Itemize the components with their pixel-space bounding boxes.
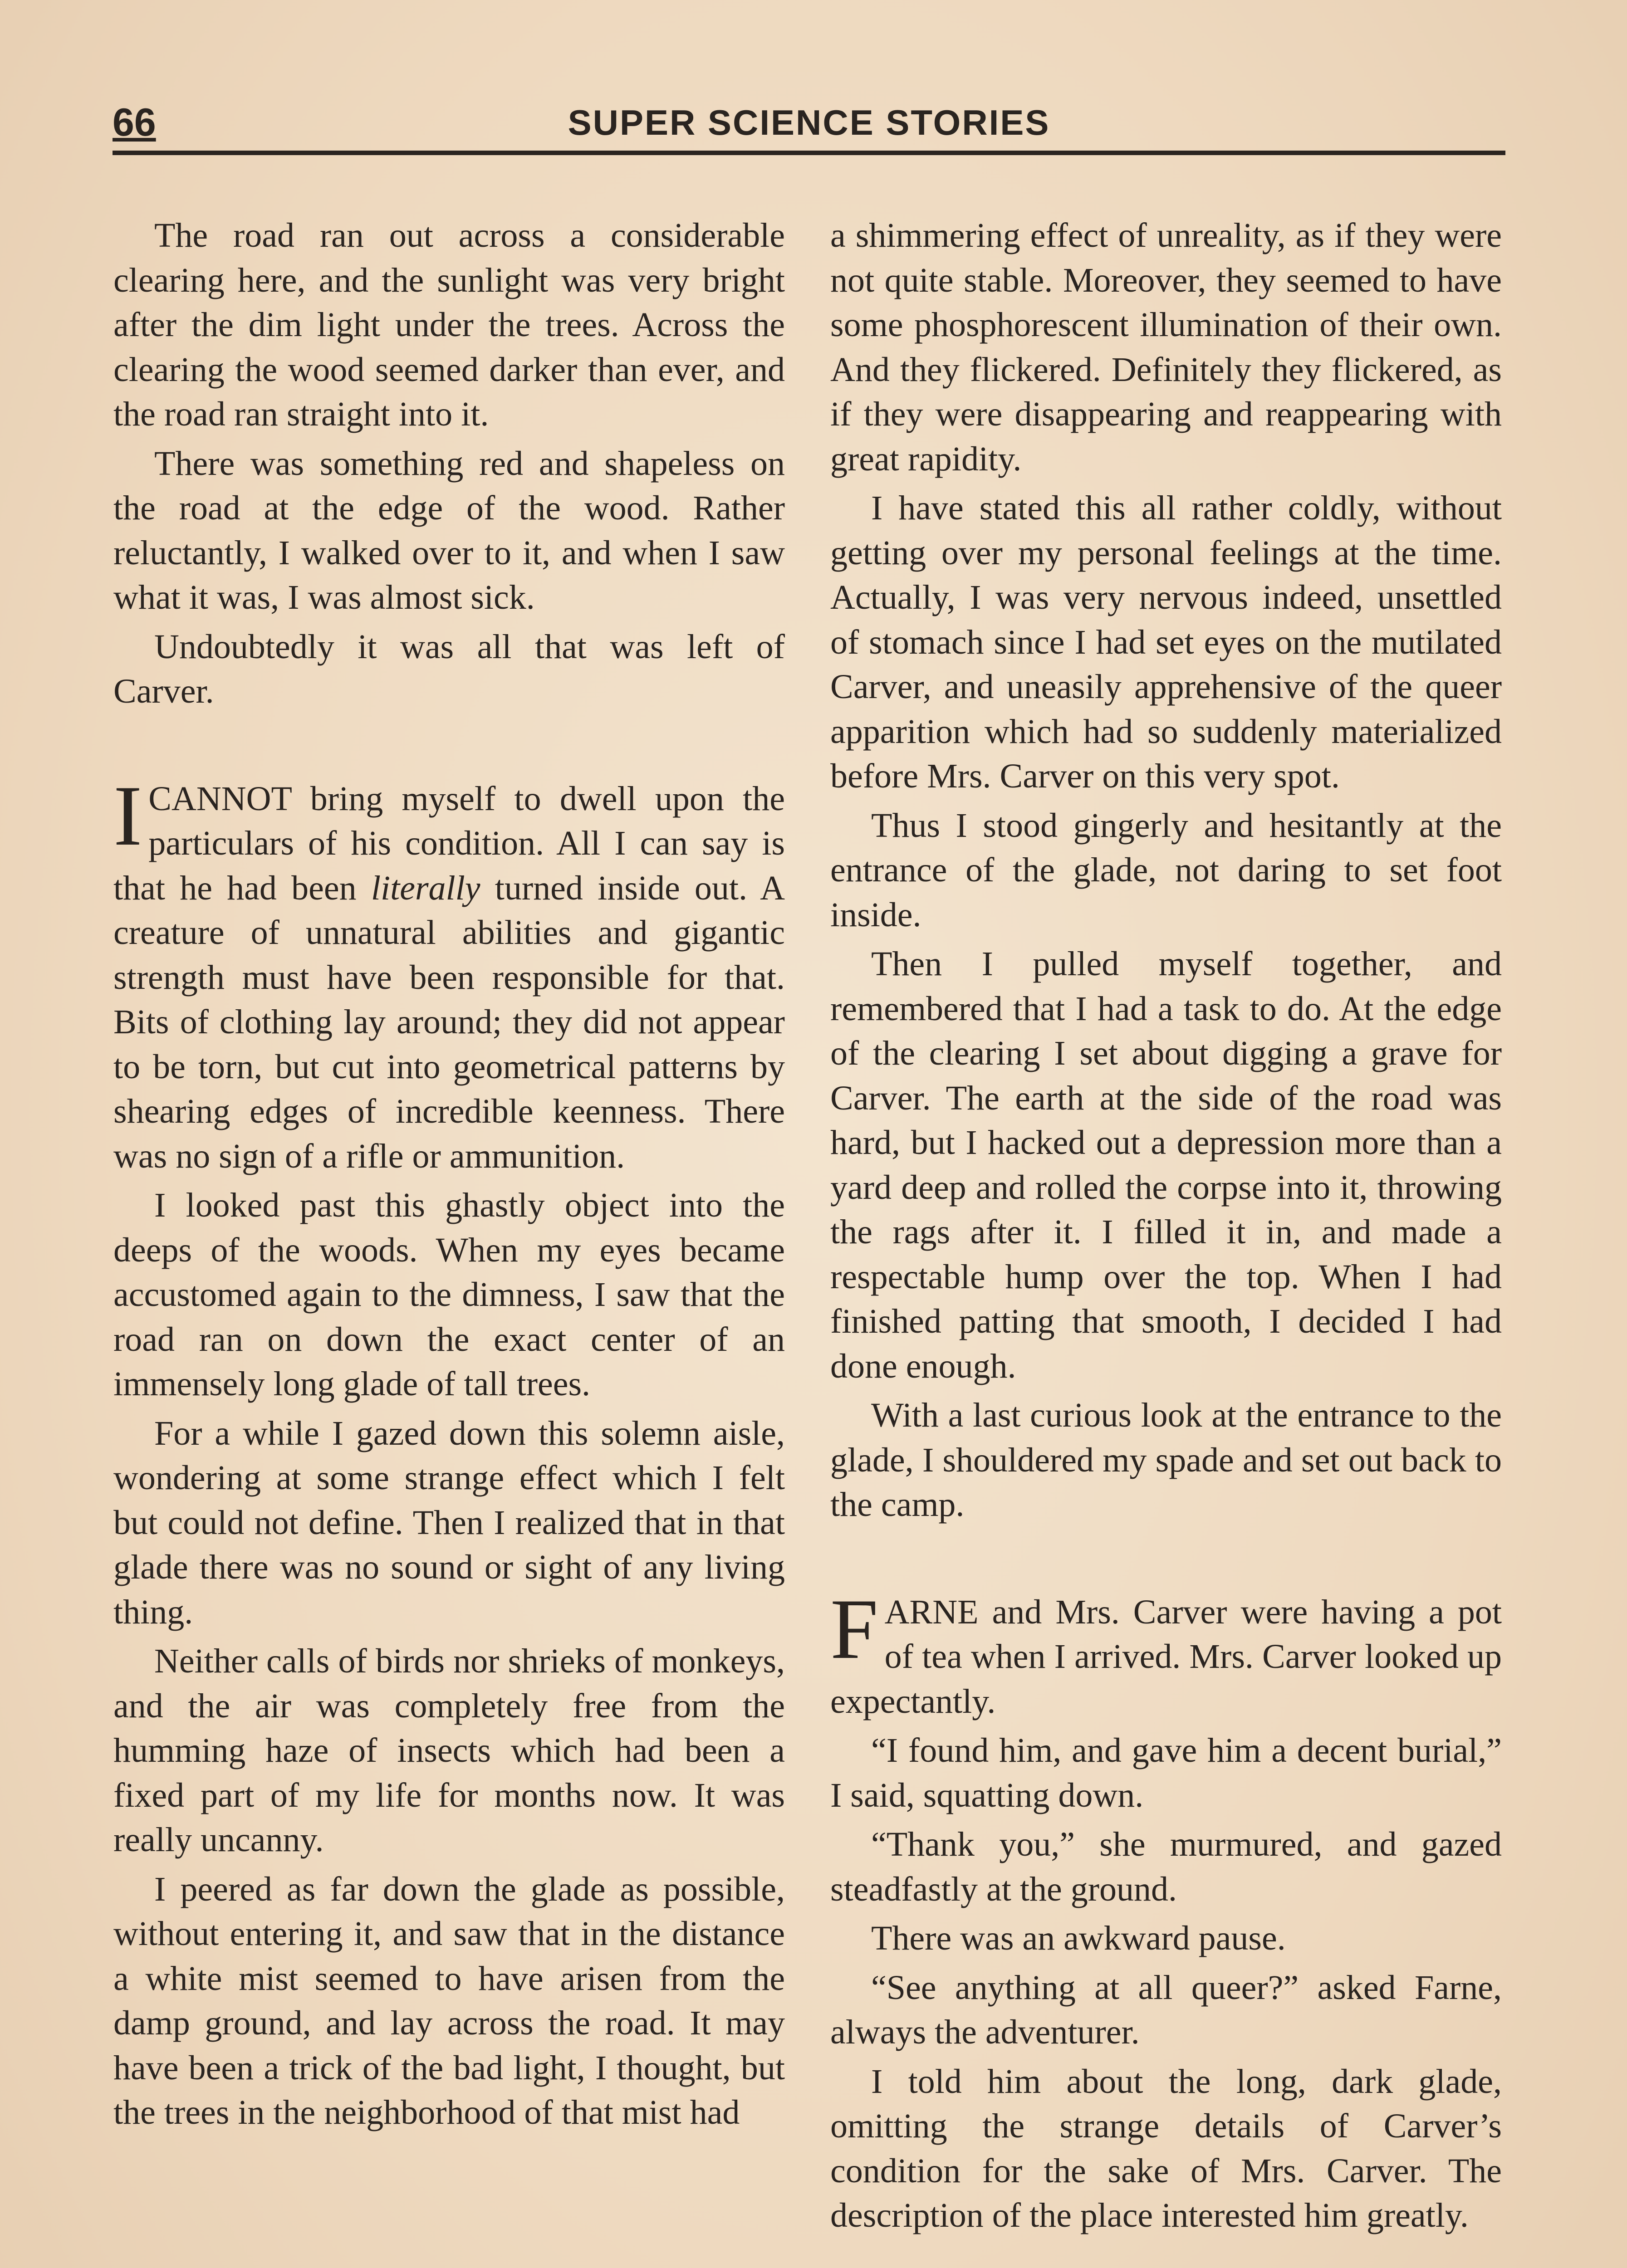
paragraph: Undoubtedly it was all that was left of Carver.: [113, 627, 785, 710]
drop-cap: I: [113, 768, 142, 864]
drop-cap: F: [830, 1581, 878, 1677]
running-title: SUPER SCIENCE STORIES: [568, 103, 1050, 142]
paragraph: For a while I gazed down this solemn aisle, wondering at some strange effect which I felt but could not define. Then I realized that in that glade there was no sound or sight of any living thing.: [113, 1414, 785, 1631]
header-rule: [113, 151, 1505, 155]
paragraph: “Thank you,” she murmured, and gazed steadfastly at the ground.: [830, 1825, 1502, 1908]
paragraph: I have stated this all rather coldly, without getting over my personal feelings at the time. Actually, I was very nervous indeed, unsettled of stomach since I had set eyes on the mutilated Carver, and uneasily apprehensive of the queer apparition which had so suddenly materialized before Mrs. Carver on this very spot.: [830, 489, 1502, 795]
paragraph: The road ran out across a considerable clearing here, and the sunlight was very bright after the dim light under the trees. Across the clearing the wood seemed darker than ever, and the road ran straight into it.: [113, 216, 785, 433]
paragraph-text: turned inside out. A creature of unnatural abilities and gigantic strength must have been responsible for that. Bits of clothing lay around; they did not appear to be torn, but cut into geometrical patterns by shearing edges of incredible keenness. There was no sign of a rifle or ammunition.: [113, 869, 785, 1175]
paragraph: I looked past this ghastly object into the deeps of the woods. When my eyes became accustomed again to the dimness, I saw that the road ran on down the exact center of an immensely long glade of tall trees.: [113, 1186, 785, 1403]
paragraph: Thus I stood gingerly and hesitantly at the entrance of the glade, not daring to set foot inside.: [830, 806, 1502, 934]
section-opening-paragraph: [830, 1581, 1502, 1724]
section-opening-paragraph: [113, 768, 785, 1179]
paragraph: I peered as far down the glade as possible, without entering it, and saw that in the distance a white mist seemed to have arisen from the damp ground, and lay across the road. It may have been a trick of the bad light, I thought, but the trees in the neighborhood of that mist had: [113, 1870, 785, 2131]
right-column: [830, 213, 1502, 2243]
paragraph: I told him about the long, dark glade, omitting the strange details of Carver’s condition for the sake of Mrs. Carver. The description of the place interested him greatly.: [830, 2062, 1502, 2234]
emphasis-text: literally: [371, 869, 480, 907]
page-header: [113, 98, 1505, 152]
left-column: [113, 213, 785, 2140]
paragraph-continued: a shimmering effect of unreality, as if they were not quite stable. Moreover, they seemed to have some phosphorescent illumination of their own. And they flickered. Definitely they flickered, as if they were disappearing and reappearing with great rapidity.: [830, 216, 1502, 478]
paragraph: With a last curious look at the entrance to the glade, I shouldered my spade and set out back to the camp.: [830, 1396, 1502, 1524]
page-number: 66: [113, 101, 156, 144]
paragraph: “I found him, and gave him a decent burial,” I said, squatting down.: [830, 1731, 1502, 1814]
paragraph: “See anything at all queer?” asked Farne, always the adventurer.: [830, 1968, 1502, 2051]
paragraph-text: ARNE and Mrs. Carver were having a pot of tea when I arrived. Mrs. Carver looked up expectantly.: [830, 1593, 1502, 1721]
paragraph: Neither calls of birds nor shrieks of monkeys, and the air was completely free from the humming haze of insects which had been a fixed part of my life for months now. It was really uncanny.: [113, 1642, 785, 1859]
paragraph-text: CANNOT bring myself to dwell upon the particulars of his condition. All I can say is that he had been: [113, 779, 785, 907]
paragraph: Then I pulled myself together, and remembered that I had a task to do. At the edge of the clearing I set about digging a grave for Carver. The earth at the side of the road was hard, but I hacked out a depression more than a yard deep and rolled the corpse into it, throwing the rags after it. I filled it in, and made a respectable hump over the top. When I had finished patting that smooth, I decided I had done enough.: [830, 945, 1502, 1385]
paragraph: There was an awkward pause.: [871, 1919, 1286, 1957]
paragraph: There was something red and shapeless on the road at the edge of the wood. Rather reluctantly, I walked over to it, and when I saw what it was, I was almost sick.: [113, 444, 785, 616]
